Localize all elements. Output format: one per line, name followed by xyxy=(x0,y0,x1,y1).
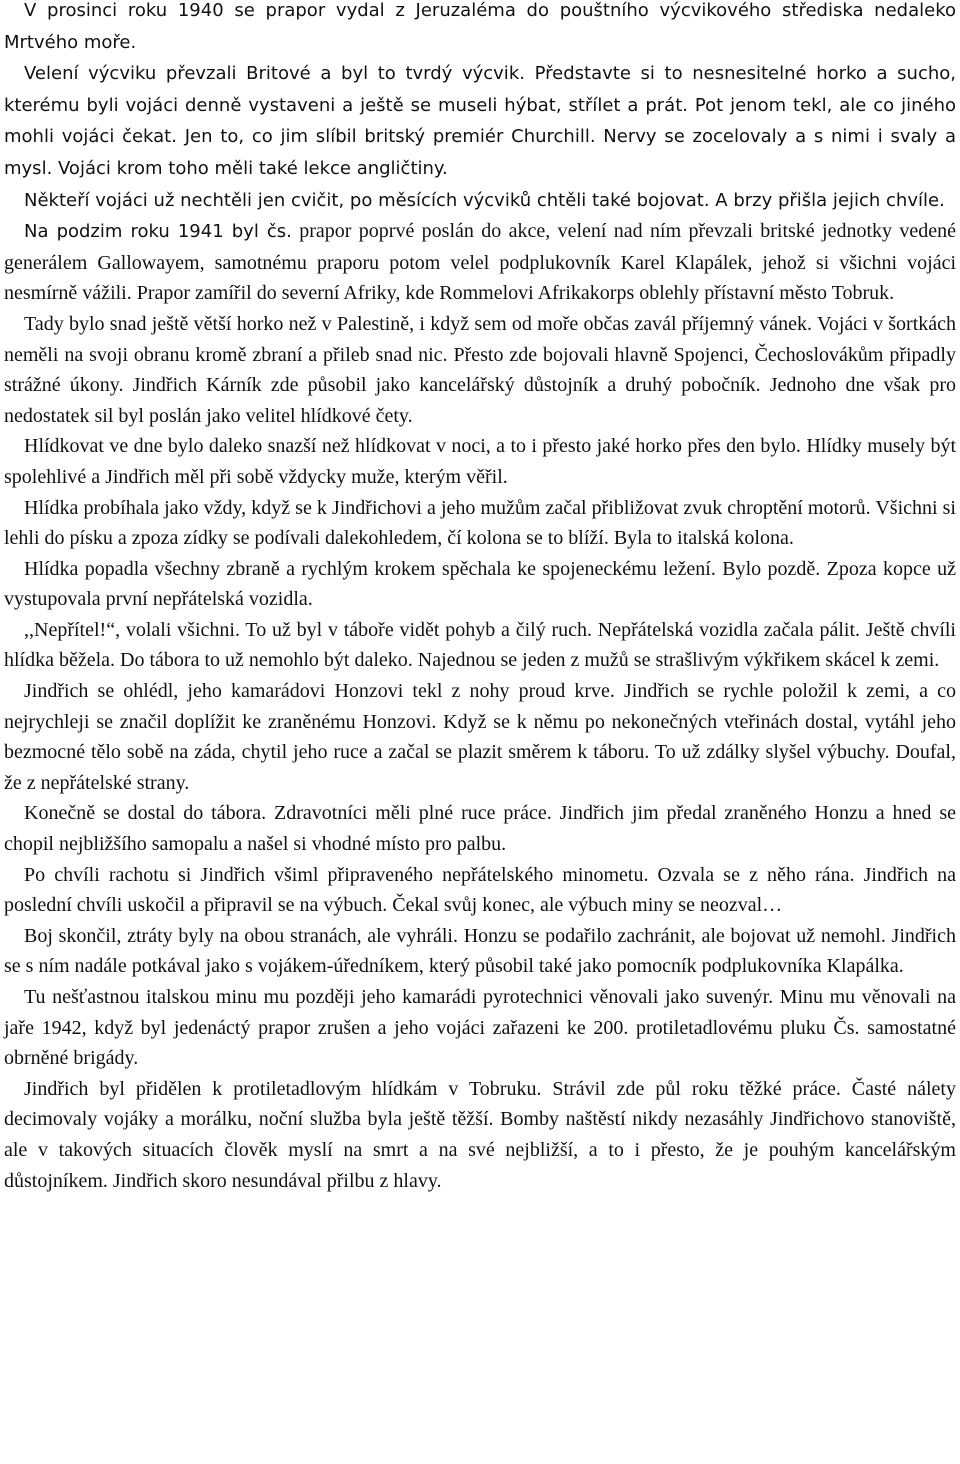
paragraph xyxy=(4,58,956,184)
paragraph-text: Na podzim roku 1941 byl čs. xyxy=(24,221,292,243)
paragraph-text: Tu nešťastnou italskou minu mu později jeho kamarádi pyrotechnici věnovali jako suvenýr. Minu mu věnovali na jaře 1942, když byl jedenáctý prapor zrušen a jeho vojáci zařazeni ke 200. protiletadlovému pluku Čs. samostatné obrněné brigády. xyxy=(4,986,956,1070)
paragraph xyxy=(4,1074,956,1196)
paragraph-text: Velení výcviku převzali Britové a byl to tvrdý výcvik. Představte si to nesnesitelné horko a sucho, kterému byli vojáci denně vystaveni a ještě se museli hýbat, střílet a prát. Pot jenom tekl, ale co jiného mohli vojáci čekat. Jen to, co jim slíbil britský premiér Churchill. Nervy se zocelovaly a s nimi i svaly a mysl. Vojáci krom toho měli také lekce angličtiny. xyxy=(4,63,956,179)
paragraph xyxy=(4,309,956,431)
paragraph xyxy=(4,216,956,309)
paragraph xyxy=(4,676,956,798)
paragraph-text: Hlídka popadla všechny zbraně a rychlým krokem spěchala ke spojeneckému ležení. Bylo pozdě. Zpoza kopce už vystupovala první nepřátelská vozidla. xyxy=(4,557,956,611)
paragraph xyxy=(4,615,956,676)
paragraph xyxy=(4,860,956,921)
paragraph-text: Po chvíli rachotu si Jindřich všiml připraveného nepřátelského minometu. Ozvala se z něho rána. Jindřich na poslední chvíli uskočil a připravil se na výbuch. Čekal svůj konec, ale výbuch miny se neozval… xyxy=(4,863,956,917)
paragraph xyxy=(4,982,956,1074)
paragraph-text: Jindřich byl přidělen k protiletadlovým hlídkám v Tobruku. Strávil zde půl roku těžké práce. Časté nálety decimovaly vojáky a morálku, noční služba byla ještě těžší. Bomby naštěstí nikdy nezasáhly Jindřichovo stanoviště, ale v takových situacích člověk myslí na smrt a na své nejbližší, a to i přesto, že je pouhým kancelářským důstojníkem. Jindřich skoro nesundával přilbu z hlavy. xyxy=(4,1077,956,1192)
paragraph xyxy=(4,431,956,492)
paragraph xyxy=(4,493,956,554)
paragraph xyxy=(4,554,956,615)
paragraph xyxy=(4,798,956,859)
paragraph xyxy=(4,185,956,217)
paragraph-text: Konečně se dostal do tábora. Zdravotníci měli plné ruce práce. Jindřich jim předal zraněného Honzu a hned se chopil nejbližšího samopalu a našel si vhodné místo pro palbu. xyxy=(4,802,956,856)
paragraph-text: Tady bylo snad ještě větší horko než v Palestině, i když sem od moře občas zavál příjemný vánek. Vojáci v šortkách neměli na svoji obranu kromě zbraní a přileb snad nic. Přesto zde bojovali hlavně Spojenci, Čechoslovákům připadly strážné úkony. Jindřich Kárník zde působil jako kancelářský důstojník a druhý pobočník. Jednoho dne však pro nedostatek sil byl poslán jako velitel hlídkové čety. xyxy=(4,312,956,427)
paragraph-text: ,,Nepřítel!“, volali všichni. To už byl v táboře vidět pohyb a čilý ruch. Nepřátelská vozidla začala pálit. Ještě chvíli hlídka běžela. Do tábora to už nemohlo být daleko. Najednou se jeden z mužů se strašlivým výkřikem skácel k zemi. xyxy=(4,618,956,672)
paragraph xyxy=(4,0,956,58)
paragraph-text: prapor poprvé poslán do akce, velení nad ním převzali britské jednotky vedené generálem Gallowayem, samotnému praporu potom velel podplukovník Karel Klapálek, jehož si všichni vojáci nesmírně vážili. Prapor zamířil do severní Afriky, kde Rommelovi Afrikakorps oblehly přístavní město Tobruk. xyxy=(4,220,956,305)
paragraph xyxy=(4,921,956,982)
paragraph-text: Někteří vojáci už nechtěli jen cvičit, po měsících výcviků chtěli také bojovat. A brzy přišla jejich chvíle. xyxy=(24,189,945,211)
paragraph-text: Boj skončil, ztráty byly na obou stranách, ale vyhráli. Honzu se podařilo zachránit, ale bojovat už nemohl. Jindřich se s ním nadále potkával jako s vojákem-úředníkem, který působil také jako pomocník podplukovníka Klapálka. xyxy=(4,924,956,978)
paragraph-text: Hlídkovat ve dne bylo daleko snazší než hlídkovat v noci, a to i přesto jaké horko přes den bylo. Hlídky musely být spolehlivé a Jindřich měl při sobě vždycky muže, kterým věřil. xyxy=(4,435,956,488)
paragraph-text: Jindřich se ohlédl, jeho kamarádovi Honzovi tekl z nohy proud krve. Jindřich se rychle položil k zemi, a co nejrychleji se značil doplížit ke zraněnému Honzovi. Když se k němu po nekonečných vteřinách dostal, vytáhl jeho bezmocné tělo sobě na záda, chytil jeho ruce a začal se plazit směrem k táboru. To už zdálky slyšel výbuchy. Doufal, že z nepřátelské strany. xyxy=(4,680,956,794)
paragraph-text: V prosinci roku 1940 se prapor vydal z Jeruzaléma do pouštního výcvikového střediska nedaleko Mrtvého moře. xyxy=(4,0,956,53)
paragraph-text: Hlídka probíhala jako vždy, když se k Jindřichovi a jeho mužům začal přibližovat zvuk chroptění motorů. Všichni si lehli do písku a zpoza zídky se podívali dalekohledem, čí kolona se to blíží. Byla to italská kolona. xyxy=(4,496,956,550)
